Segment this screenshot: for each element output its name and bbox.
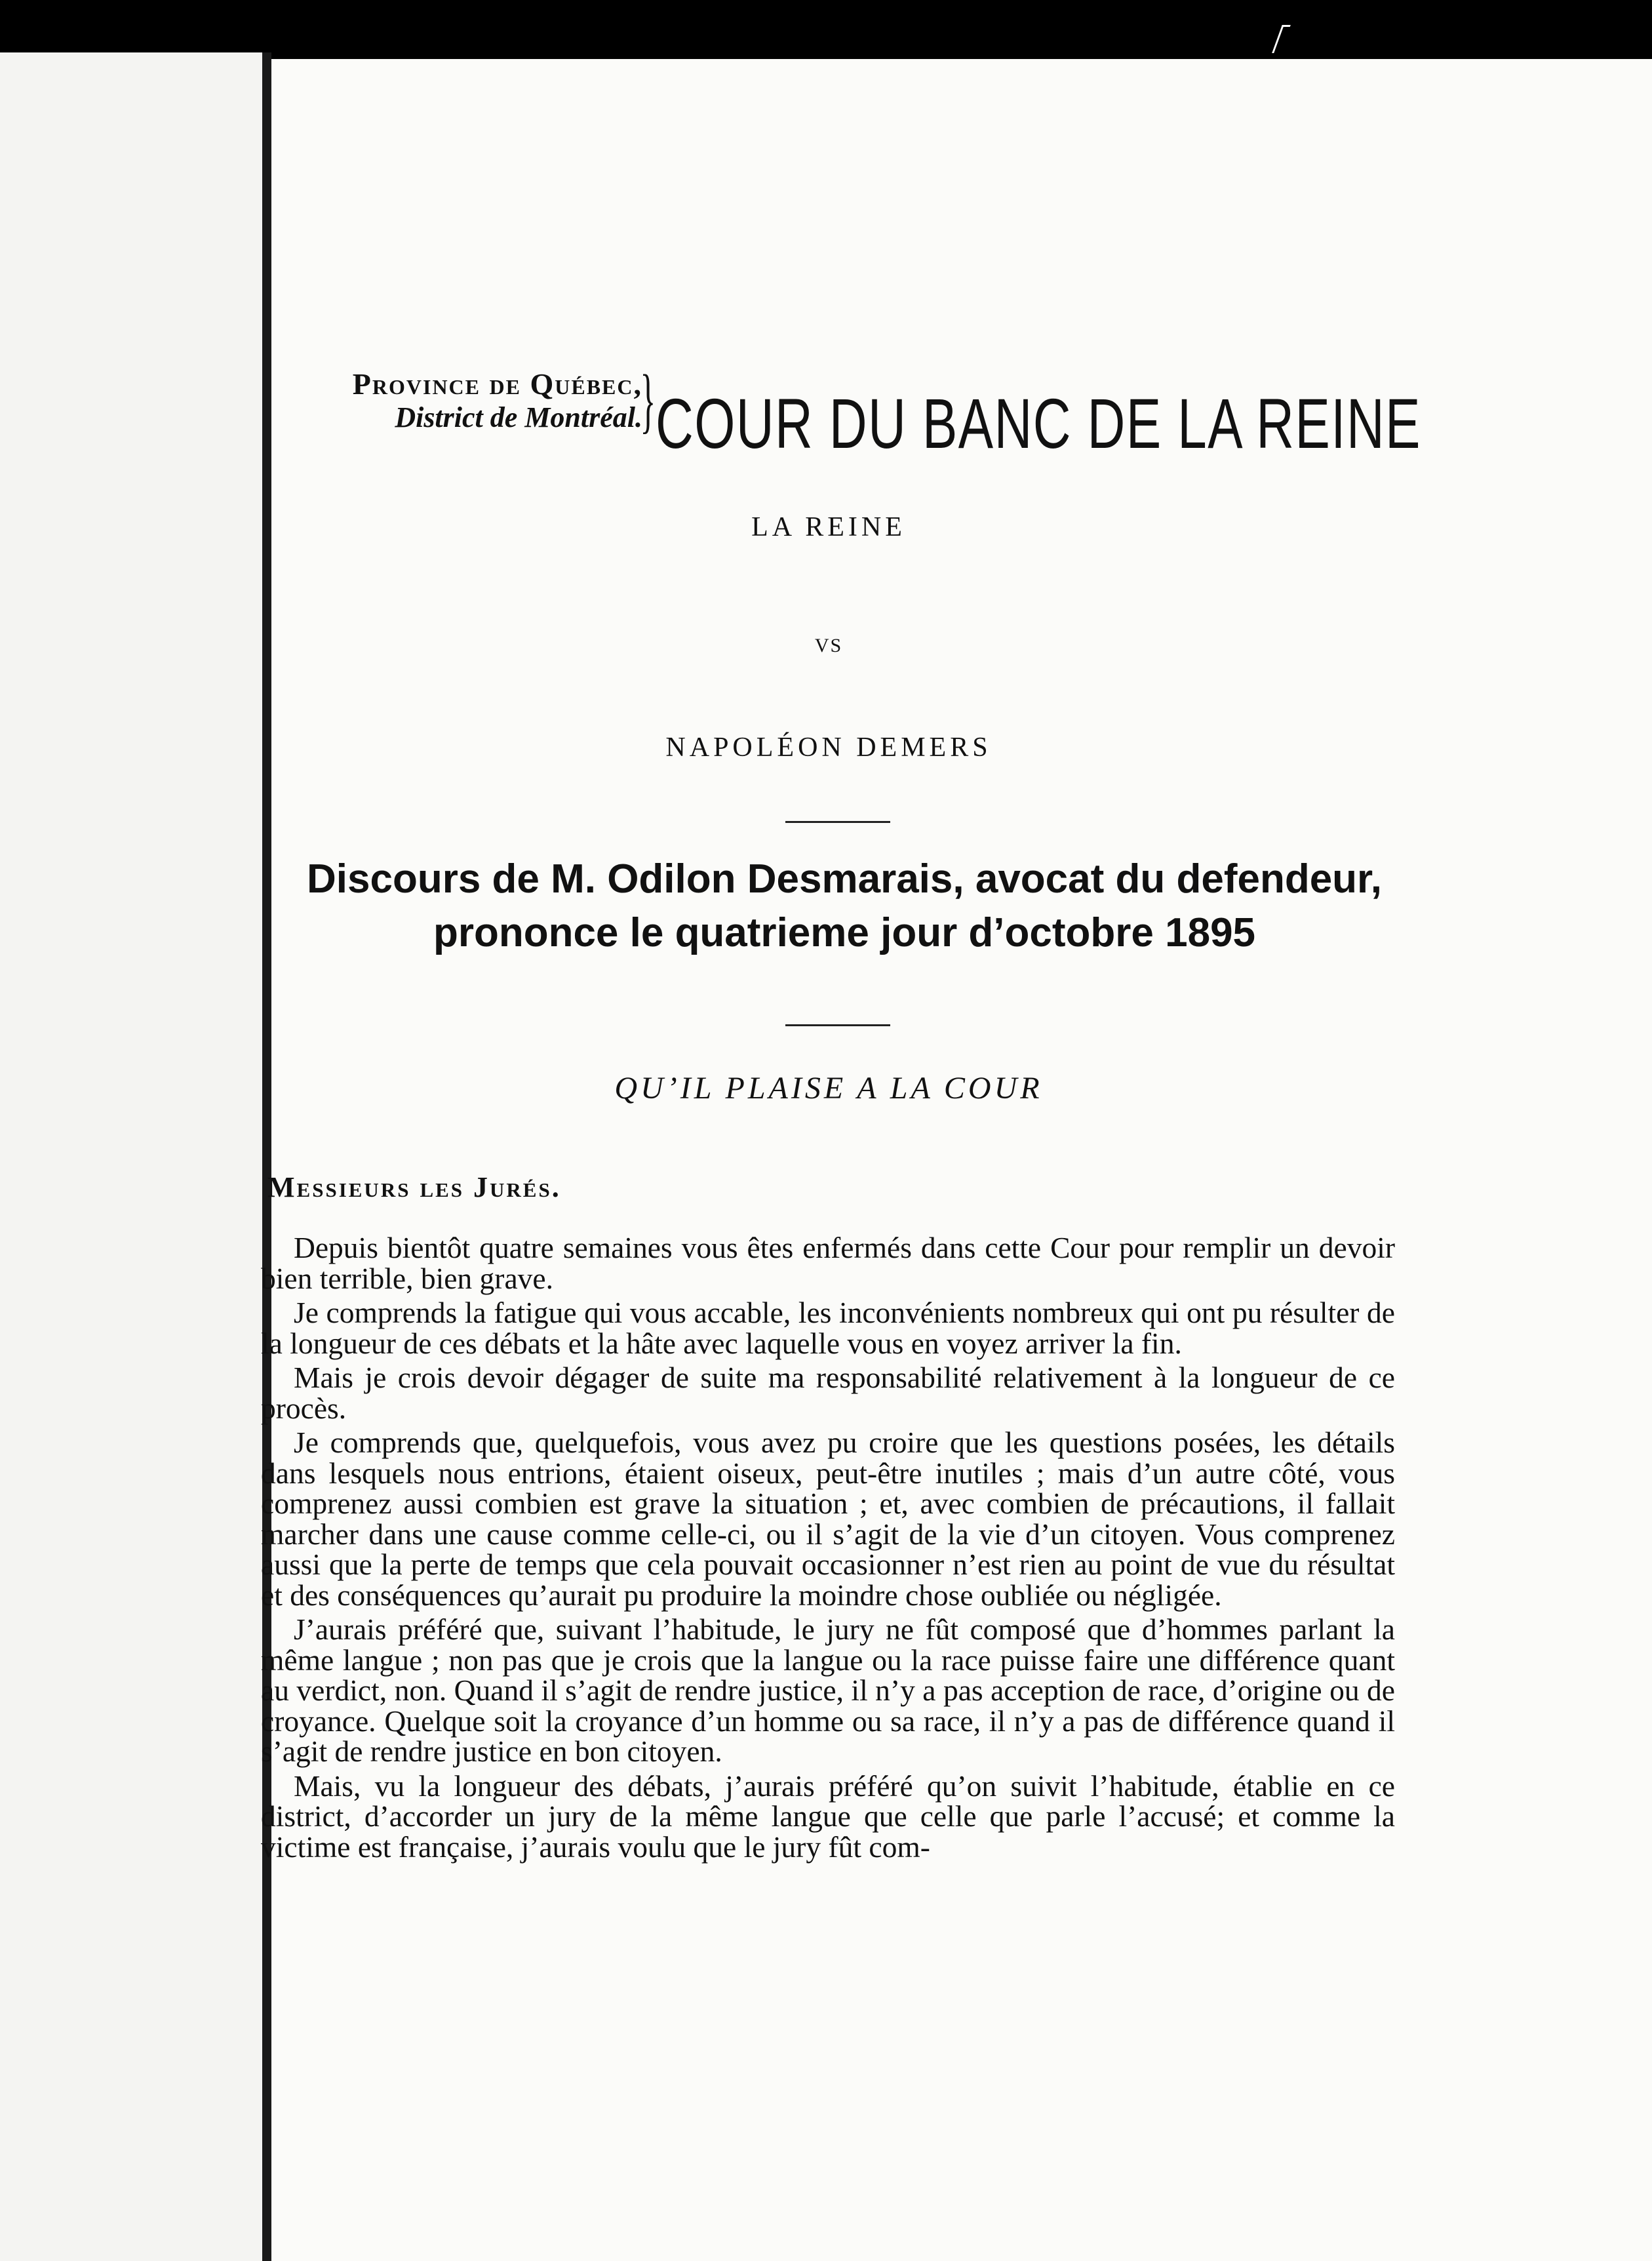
body-paragraph: J’aurais préféré que, suivant l’habitude, le jury ne fût composé que d’hommes parlant la même langue ; non pas que je crois que la langue ou la race puisse faire une différence quant au verdict, non. Quand il s’agit de rendre justice, il n’y a pas acception de race, d’origine ou de croyance. Quelque soit la croyance d’un homme ou sa race, il n’y a pas de différence quand il s’agit de rendre justice en bon citoyen. [261,1612,1395,1768]
jurisdiction-block [288,367,642,434]
body-paragraph: Mais je crois devoir dégager de suite ma responsabilité relativement à la longueur de ce procès. [261,1361,1395,1425]
divider-rule [785,1024,890,1026]
district-label: District de Montréal. [395,401,642,433]
speech-title: Discours de M. Odilon Desmarais, avocat du defendeur, prononce le quatrieme jour d’octobre 1895 [306,856,1382,955]
body-paragraph: Depuis bientôt quatre semaines vous êtes enfermés dans cette Cour pour remplir un devoir bien terrible, bien grave. [261,1231,1395,1295]
speech-body [261,1233,1395,1866]
body-paragraph: Mais, vu la longueur des débats, j’aurais préféré qu’on suivit l’habitude, établie en ce district, d’accorder un jury de la même langue que celle que parle l’accusé; et comme la victime est française, j’aurais voulu que le jury fût com- [261,1769,1395,1864]
body-paragraph: Je comprends la fatigue qui vous accable, les inconvénients nombreux qui ont pu résulter de la longueur de ces débats et la hâte avec laquelle vous en voyez arriver la fin. [261,1296,1395,1360]
body-paragraph: Je comprends que, quelquefois, vous avez pu croire que les questions posées, les détails dans lesquels nous entrions, étaient oiseux, peut-être inutiles ; mais d’un autre côté, vous comprenez aussi combien est grave la situation ; et, avec combien de précautions, il fallait marcher dans une cause comme celle-ci, ou il s’agit de la vie d’un citoyen. Vous comprenez aussi que la perte de temps que cela pouvait occasionner n’est rien au point de vue du résultat et des conséquences qu’aurait pu produire la moindre chose oubliée ou négligée. [261,1426,1395,1612]
court-title: COUR DU BANC DE LA REINE [656,384,1421,463]
province-label: Province de Québec, [352,367,642,401]
jury-salutation: Messieurs les Jurés. [267,1171,561,1203]
defendant-name: NAPOLÉON DEMERS [665,732,992,763]
divider-rule [785,821,890,823]
jurisdiction-brace: } [640,360,656,440]
plaintiff-name: LA REINE [751,512,906,542]
court-address: QU’IL PLAISE A LA COUR [614,1071,1043,1106]
versus-label: VS [814,635,843,656]
